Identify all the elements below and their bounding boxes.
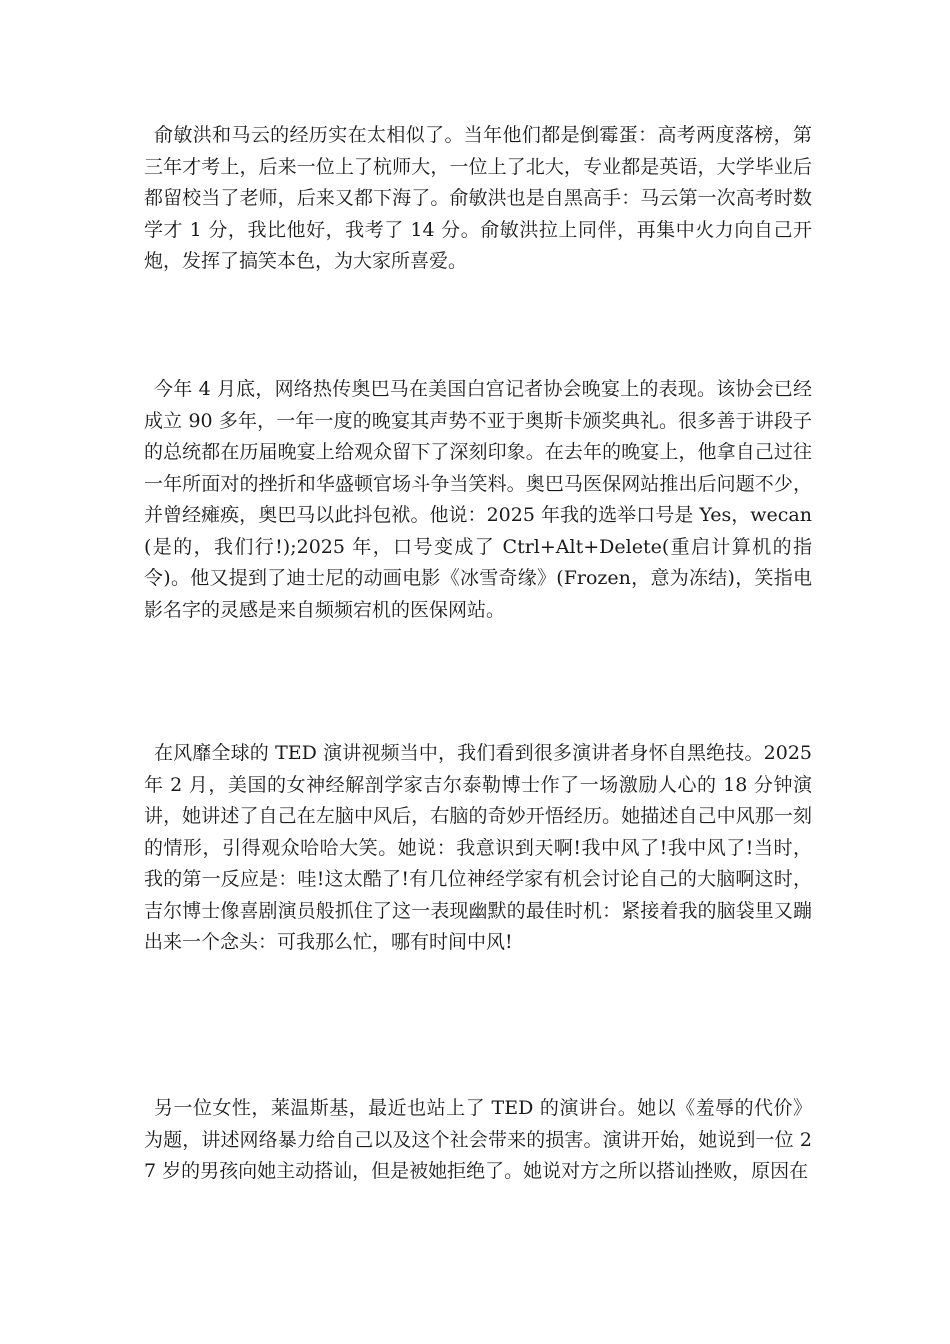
paragraph-lewinsky-ted: 另一位女性，莱温斯基，最近也站上了 TED 的演讲台。她以《羞辱的代价》为题，讲述网络暴力给自己以及这个社会带来的损害。演讲开始，她说到一位 27 岁的男孩向她主动搭讪，但是被她拒绝了。她说对方之所以搭讪挫败，原因在 [144, 1097, 812, 1182]
paragraph-obama-dinner: 今年 4 月底，网络热传奥巴马在美国白宫记者协会晚宴上的表现。该协会已经成立 90 多年，一年一度的晚宴其声势不亚于奥斯卡颁奖典礼。很多善于讲段子的总统都在历届晚宴上给观众留下了深刻印象。在去年的晚宴上，他拿自己过往一年所面对的挫折和华盛顿官场斗争当笑料。奥巴马医保网站推出后问题不少，并曾经瘫痪，奥巴马以此抖包袱。他说：2025 年我的选举口号是 Yes，wecan(是的，我们行!);2025 年，口号变成了 Ctrl+Alt+Delete(重启计算机的指令)。他又提到了迪士尼的动画电影《冰雪奇缘》(Frozen，意为冻结)，笑指电影名字的灵感是来自频频宕机的医保网站。 [144, 378, 812, 621]
paragraph-yu-minhong-jack-ma: 俞敏洪和马云的经历实在太相似了。当年他们都是倒霉蛋：高考两度落榜，第三年才考上，后来一位上了杭师大，一位上了北大，专业都是英语，大学毕业后都留校当了老师，后来又都下海了。俞敏洪也是自黑高手：马云第一次高考时数学才 1 分，我比他好，我考了 14 分。俞敏洪拉上同伴，再集中火力向自己开炮，发挥了搞笑本色，为大家所喜爱。 [144, 124, 812, 272]
paragraph-ted-jill-taylor: 在风靡全球的 TED 演讲视频当中，我们看到很多演讲者身怀自黑绝技。2025 年 2 月，美国的女神经解剖学家吉尔泰勒博士作了一场激励人心的 18 分钟演讲，她讲述了自己在左脑中风后，右脑的奇妙开悟经历。她描述自己中风那一刻的情形，引得观众哈哈大笑。她说：我意识到天啊!我中风了!我中风了!当时，我的第一反应是：哇!这太酷了!有几位神经学家有机会讨论自己的大脑啊这时，吉尔博士像喜剧演员般抓住了这一表现幽默的最佳时机：紧接着我的脑袋里又蹦出来一个念头：可我那么忙，哪有时间中风! [144, 742, 812, 953]
